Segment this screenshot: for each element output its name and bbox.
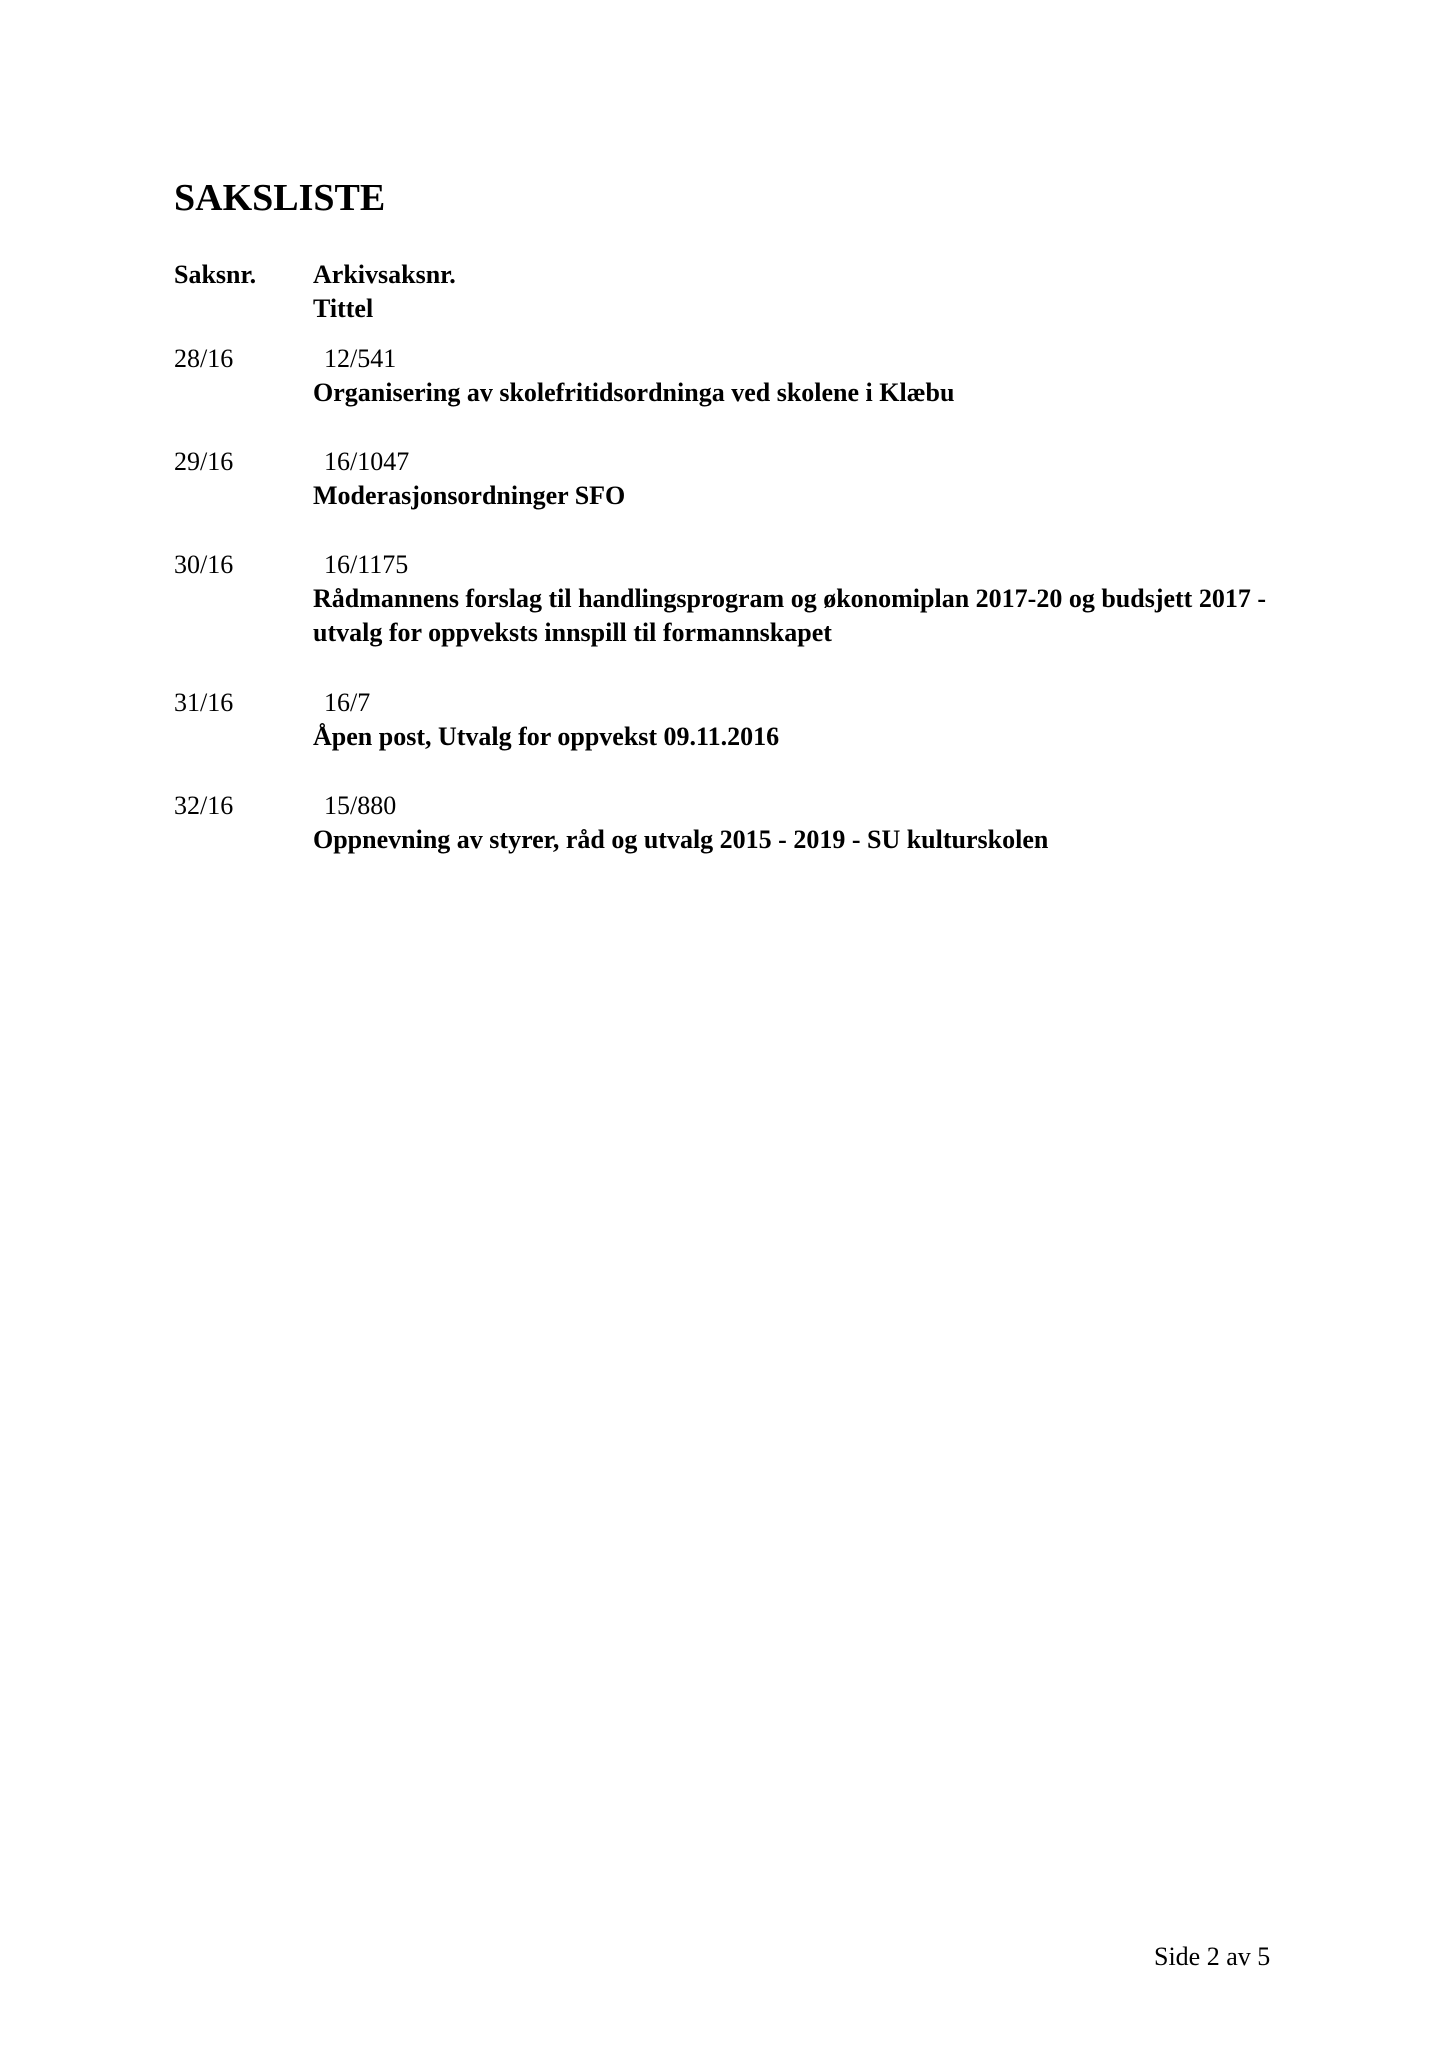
case-title: Oppnevning av styrer, råd og utvalg 2015 - 2019 - SU kulturskolen <box>313 825 1049 854</box>
archive-number: 16/7 <box>324 688 371 717</box>
column-header-archive-number: Arkivsaksnr. <box>313 260 456 289</box>
case-title: Organisering av skolefritidsordninga ved skolene i Klæbu <box>313 378 955 407</box>
page-heading: SAKSLISTE <box>174 177 386 219</box>
case-number: 30/16 <box>174 550 234 579</box>
archive-number: 15/880 <box>324 791 397 820</box>
case-title: Åpen post, Utvalg for oppvekst 09.11.2016 <box>313 722 780 751</box>
column-header-case-number: Saksnr. <box>174 260 257 289</box>
archive-number: 16/1047 <box>324 447 410 476</box>
case-number: 32/16 <box>174 791 234 820</box>
case-title: Rådmannens forslag til handlingsprogram og økonomiplan 2017-20 og budsjett 2017 - utvalg for oppveksts innspill til formannskapet <box>313 584 1266 647</box>
column-header-title: Tittel <box>313 294 374 323</box>
archive-number: 16/1175 <box>324 550 409 579</box>
archive-number: 12/541 <box>324 344 397 373</box>
page-number: Side 2 av 5 <box>1154 1942 1271 1971</box>
case-number: 31/16 <box>174 688 234 717</box>
case-number: 28/16 <box>174 344 234 373</box>
case-title: Moderasjonsordninger SFO <box>313 481 626 510</box>
case-number: 29/16 <box>174 447 234 476</box>
